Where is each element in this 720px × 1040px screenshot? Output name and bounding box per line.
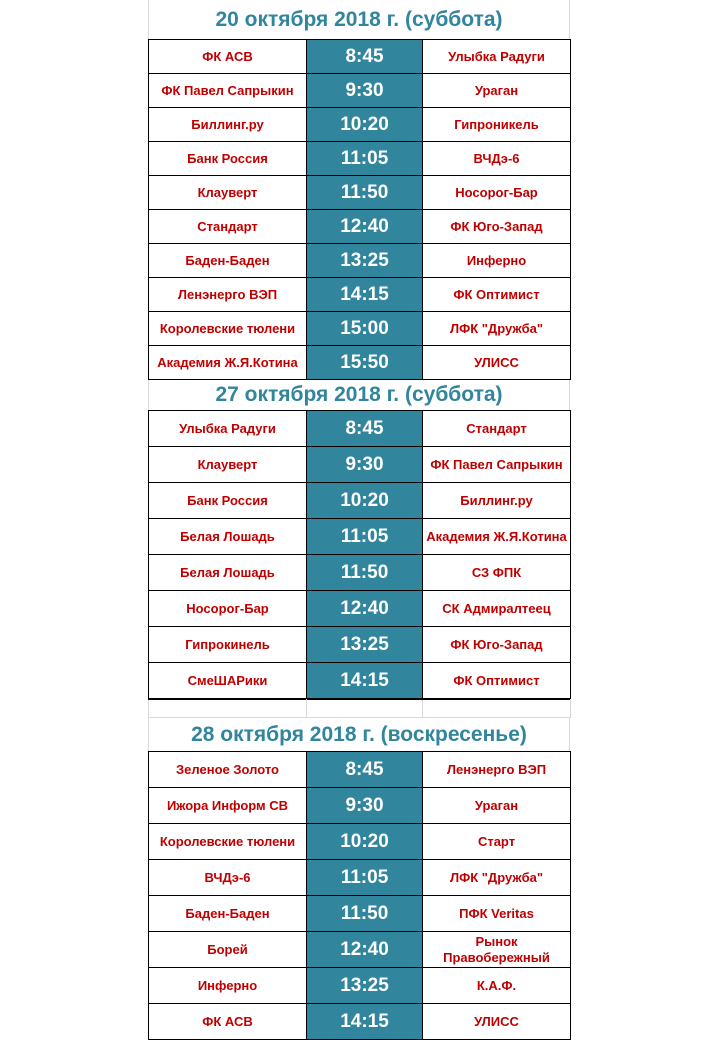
kickoff-time-cell: 11:50	[307, 555, 423, 591]
home-team-cell: ФК Павел Сапрыкин	[149, 74, 307, 108]
match-row	[149, 788, 571, 824]
day-1-title: 20 октября 2018 г. (суббота)	[215, 8, 503, 31]
away-team-cell: ФК Оптимист	[423, 278, 571, 312]
match-row	[149, 824, 571, 860]
kickoff-time-cell: 15:00	[307, 312, 423, 346]
home-team-cell: ФК АСВ	[149, 40, 307, 74]
home-team-cell: Клауверт	[149, 176, 307, 210]
kickoff-time-cell: 9:30	[307, 447, 423, 483]
match-row	[149, 519, 571, 555]
away-team-cell: УЛИСС	[423, 346, 571, 380]
match-row	[149, 555, 571, 591]
day-3-table	[148, 751, 571, 1040]
away-team-cell: Гипроникель	[423, 108, 571, 142]
day-2-table	[148, 410, 571, 699]
day-1-table	[148, 39, 571, 380]
kickoff-time-cell: 14:15	[307, 663, 423, 699]
away-team-cell: Улыбка Радуги	[423, 40, 571, 74]
away-team-cell: Стандарт	[423, 411, 571, 447]
kickoff-time-cell: 11:50	[307, 176, 423, 210]
away-team-cell: К.А.Ф.	[423, 968, 571, 1004]
match-row	[149, 860, 571, 896]
kickoff-time-cell: 13:25	[307, 968, 423, 1004]
match-row	[149, 346, 571, 380]
kickoff-time-cell: 14:15	[307, 278, 423, 312]
home-team-cell: Белая Лошадь	[149, 519, 307, 555]
kickoff-time-cell: 14:15	[307, 1004, 423, 1040]
match-row	[149, 40, 571, 74]
kickoff-time-cell: 10:20	[307, 483, 423, 519]
home-team-cell: Клауверт	[149, 447, 307, 483]
match-row	[149, 312, 571, 346]
match-row	[149, 663, 571, 699]
home-team-cell: Королевские тюлени	[149, 312, 307, 346]
kickoff-time-cell: 12:40	[307, 591, 423, 627]
away-team-cell: УЛИСС	[423, 1004, 571, 1040]
away-team-cell: ВЧДэ-6	[423, 142, 571, 176]
away-team-cell: Рынок Правобережный	[423, 932, 571, 968]
kickoff-time-cell: 8:45	[307, 40, 423, 74]
match-row	[149, 447, 571, 483]
match-row	[149, 278, 571, 312]
match-row	[149, 244, 571, 278]
day-3-title: 28 октября 2018 г. (воскресенье)	[191, 723, 527, 746]
match-row	[149, 896, 571, 932]
away-team-cell: Академия Ж.Я.Котина	[423, 519, 571, 555]
away-team-cell: Ураган	[423, 788, 571, 824]
home-team-cell: Баден-Баден	[149, 244, 307, 278]
kickoff-time-cell: 15:50	[307, 346, 423, 380]
home-team-cell: Банк Россия	[149, 483, 307, 519]
match-row	[149, 108, 571, 142]
match-row	[149, 176, 571, 210]
away-team-cell: Инферно	[423, 244, 571, 278]
match-row	[149, 210, 571, 244]
match-row	[149, 74, 571, 108]
home-team-cell: Банк Россия	[149, 142, 307, 176]
home-team-cell: Стандарт	[149, 210, 307, 244]
home-team-cell: Борей	[149, 932, 307, 968]
away-team-cell: ФК Юго-Запад	[423, 627, 571, 663]
home-team-cell: Улыбка Радуги	[149, 411, 307, 447]
away-team-cell: Ленэнерго ВЭП	[423, 752, 571, 788]
home-team-cell: Инферно	[149, 968, 307, 1004]
kickoff-time-cell: 11:50	[307, 896, 423, 932]
away-team-cell: СК Адмиралтеец	[423, 591, 571, 627]
kickoff-time-cell: 9:30	[307, 788, 423, 824]
kickoff-time-cell: 12:40	[307, 210, 423, 244]
away-team-cell: ФК Юго-Запад	[423, 210, 571, 244]
day-3-header	[148, 718, 570, 751]
kickoff-time-cell: 11:05	[307, 142, 423, 176]
home-team-cell: Носорог-Бар	[149, 591, 307, 627]
home-team-cell: ВЧДэ-6	[149, 860, 307, 896]
home-team-cell: ФК АСВ	[149, 1004, 307, 1040]
home-team-cell: Белая Лошадь	[149, 555, 307, 591]
kickoff-time-cell: 12:40	[307, 932, 423, 968]
home-team-cell: Ленэнерго ВЭП	[149, 278, 307, 312]
kickoff-time-cell: 10:20	[307, 108, 423, 142]
home-team-cell: Зеленое Золото	[149, 752, 307, 788]
day-2-header	[148, 380, 570, 410]
match-row	[149, 483, 571, 519]
away-team-cell: ПФК Veritas	[423, 896, 571, 932]
home-team-cell: Баден-Баден	[149, 896, 307, 932]
away-team-cell: Биллинг.ру	[423, 483, 571, 519]
match-row	[149, 1004, 571, 1040]
home-team-cell: Гипрокинель	[149, 627, 307, 663]
kickoff-time-cell: 10:20	[307, 824, 423, 860]
kickoff-time-cell: 13:25	[307, 627, 423, 663]
match-row	[149, 968, 571, 1004]
match-row	[149, 591, 571, 627]
away-team-cell: Ураган	[423, 74, 571, 108]
day-1-header	[148, 0, 570, 39]
home-team-cell: Королевские тюлени	[149, 824, 307, 860]
home-team-cell: Академия Ж.Я.Котина	[149, 346, 307, 380]
away-team-cell: Старт	[423, 824, 571, 860]
kickoff-time-cell: 13:25	[307, 244, 423, 278]
spacer-row	[148, 699, 571, 718]
away-team-cell: ФК Павел Сапрыкин	[423, 447, 571, 483]
away-team-cell: ЛФК "Дружба"	[423, 860, 571, 896]
match-row	[149, 752, 571, 788]
match-row	[149, 932, 571, 968]
match-row	[149, 627, 571, 663]
kickoff-time-cell: 11:05	[307, 860, 423, 896]
home-team-cell: Ижора Информ СВ	[149, 788, 307, 824]
home-team-cell: СмеШАРики	[149, 663, 307, 699]
schedule-sheet	[148, 0, 570, 1040]
match-row	[149, 411, 571, 447]
kickoff-time-cell: 9:30	[307, 74, 423, 108]
away-team-cell: Носорог-Бар	[423, 176, 571, 210]
kickoff-time-cell: 8:45	[307, 752, 423, 788]
kickoff-time-cell: 8:45	[307, 411, 423, 447]
day-2-title: 27 октября 2018 г. (суббота)	[215, 383, 503, 406]
home-team-cell: Биллинг.ру	[149, 108, 307, 142]
away-team-cell: ФК Оптимист	[423, 663, 571, 699]
match-row	[149, 142, 571, 176]
kickoff-time-cell: 11:05	[307, 519, 423, 555]
away-team-cell: СЗ ФПК	[423, 555, 571, 591]
away-team-cell: ЛФК "Дружба"	[423, 312, 571, 346]
